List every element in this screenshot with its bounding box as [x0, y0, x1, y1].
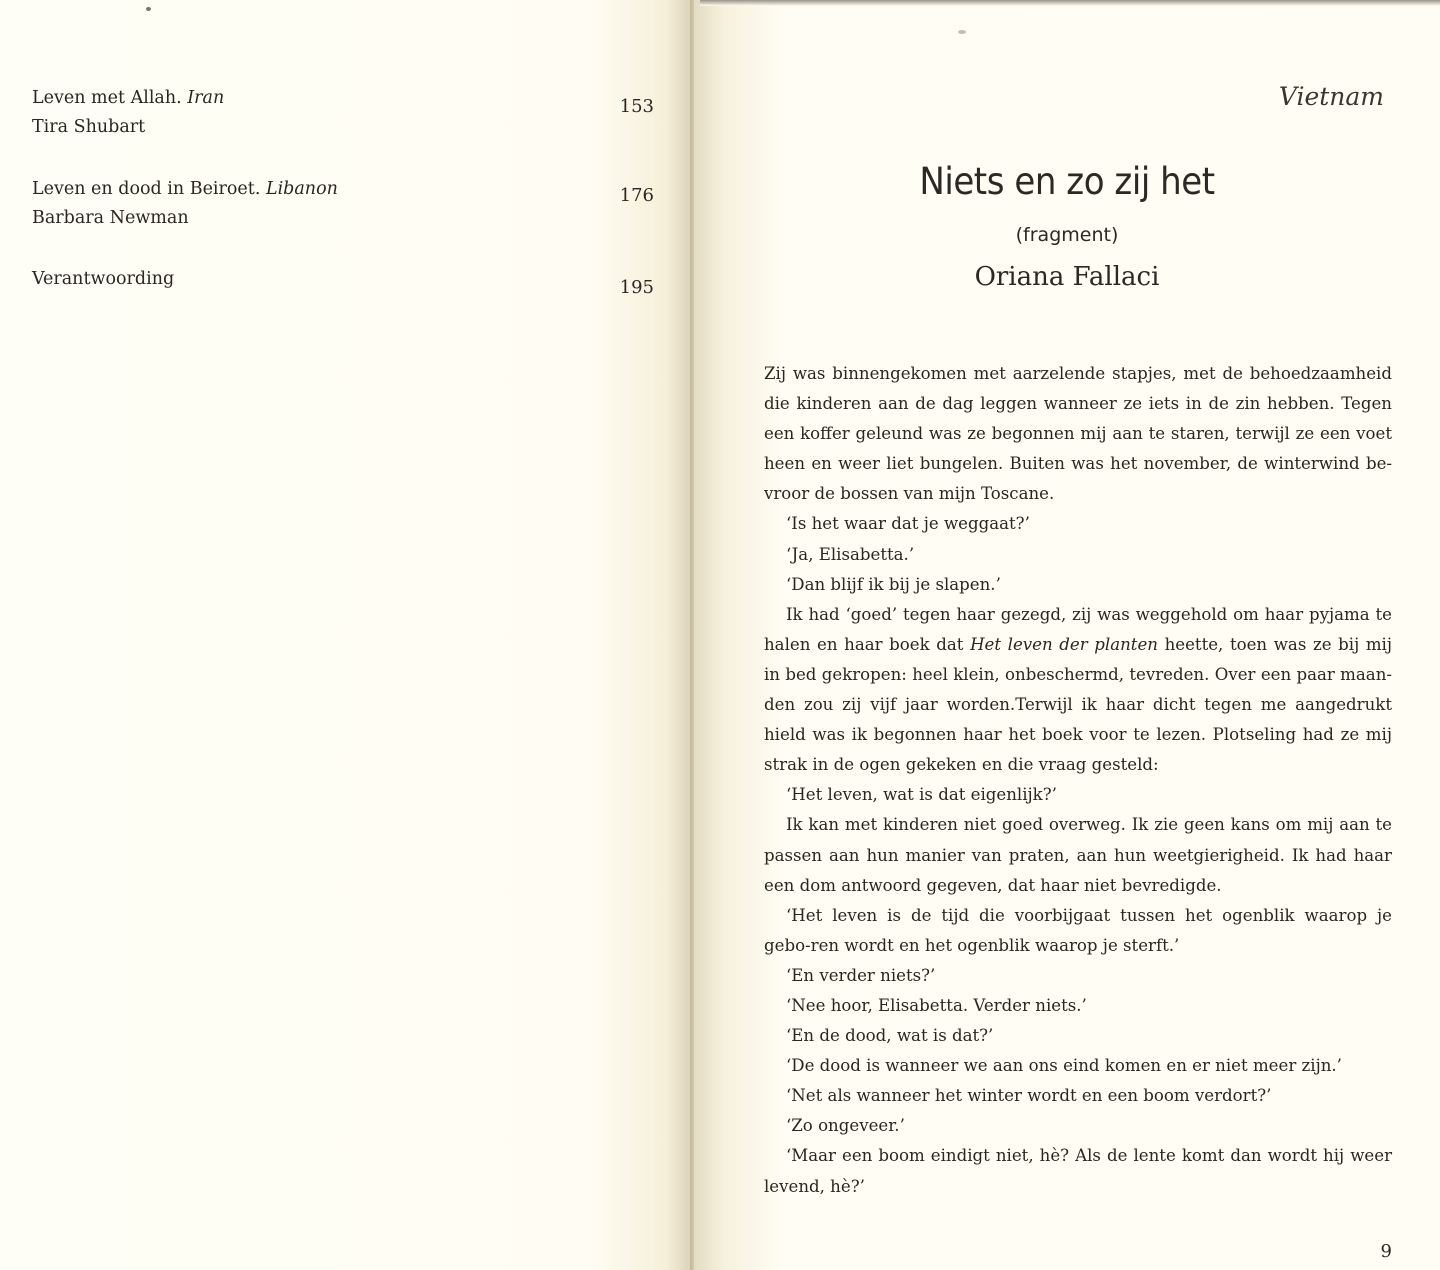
toc-title-text: Leven en dood in Beiroet. [32, 179, 266, 199]
paragraph: ‘Net als wanneer het winter wordt en een boom verdort?’ [786, 1086, 1272, 1106]
paper-speck [958, 30, 966, 34]
chapter-title: Niets en zo zij het [919, 160, 1215, 203]
paragraph: ‘Is het waar dat je weggaat?’ [786, 514, 1030, 534]
toc-page-number: 153 [619, 96, 654, 117]
toc-entry-title [32, 265, 652, 294]
section-label: Vietnam [1278, 82, 1384, 111]
toc-page-number: 176 [619, 185, 654, 206]
toc-country: Libanon [265, 179, 338, 199]
paragraph: ‘En verder niets?’ [786, 965, 936, 985]
toc-entry [32, 84, 652, 142]
paragraph: ‘Maar een boom eindigt niet, hè? Als de lente komt dan wordt hij weer levend, hè?’ [764, 1146, 1392, 1196]
paragraph: ‘Het leven, wat is dat eigenlijk?’ [786, 785, 1057, 805]
toc-entry-author: Tira Shubart [32, 117, 146, 137]
toc-country: Iran [187, 88, 225, 108]
toc-page-number: 195 [619, 277, 654, 298]
paragraph: ‘Zo ongeveer.’ [786, 1116, 905, 1136]
paragraph: ‘Ja, Elisabetta.’ [786, 544, 915, 564]
paragraph: ‘Nee hoor, Elisabetta. Verder niets.’ [786, 995, 1087, 1015]
paragraph [764, 600, 1392, 781]
paragraph: ‘En de dood, wat is dat?’ [786, 1026, 994, 1046]
toc-entry [32, 175, 652, 233]
left-page [0, 0, 694, 1270]
paragraph: Ik kan met kinderen niet goed overweg. Ik zie geen kans om mij aan te passen aan hun manier van praten, aan hun weetgierigheid. Ik had haar een dom antwoord gegeven, dat haar niet bevredigde. [764, 815, 1392, 895]
body-text [764, 359, 1392, 1202]
chapter-author: Oriana Fallaci [974, 262, 1160, 292]
chapter-subtitle: (fragment) [1015, 224, 1119, 246]
book-title: Het leven der planten [970, 634, 1158, 654]
toc-entry-title [32, 175, 652, 204]
paragraph-text: heette, toen was ze bij mij in bed gekropen: heel klein, onbeschermd, tevreden. Over een paar maan-den zou zij vijf jaar worden.Terwijl ik haar dicht tegen me aangedrukt hield was ik begonnen haar het boek voor te lezen. Plotseling had ze mij strak in de ogen gekeken en die vraag gesteld: [764, 634, 1393, 775]
toc-entry-author: Barbara Newman [32, 208, 189, 228]
toc-title-text: Leven met Allah. [32, 88, 188, 108]
paragraph-text: Ik had ‘goed’ tegen haar gezegd, zij was weggehold om haar pyjama te halen en haar boek dat [764, 604, 1392, 654]
toc-entry [32, 265, 652, 294]
paragraph: ‘De dood is wanneer we aan ons eind komen en er niet meer zijn.’ [786, 1056, 1342, 1076]
paper-speck [146, 7, 151, 11]
toc-title-text: Verantwoording [32, 269, 175, 289]
page-top-edge [700, 0, 1440, 6]
paragraph: ‘Dan blijf ik bij je slapen.’ [786, 574, 1001, 594]
paragraph: ‘Het leven is de tijd die voorbijgaat tussen het ogenblik waarop je gebo-ren wordt en het ogenblik waarop je sterft.’ [764, 905, 1392, 955]
right-page [694, 0, 1440, 1270]
page-number: 9 [1380, 1241, 1392, 1262]
paragraph: Zij was binnengekomen met aarzelende stapjes, met de behoedzaamheid die kinderen aan de dag leggen wanneer ze iets in de zin hebben. Tegen een koffer geleund was ze begonnen mij aan te staren, terwijl ze een voet heen en weer liet bungelen. Buiten was het november, de winterwind be-vroor de bossen van mijn Toscane. [764, 364, 1392, 504]
toc-entry-title [32, 84, 652, 113]
